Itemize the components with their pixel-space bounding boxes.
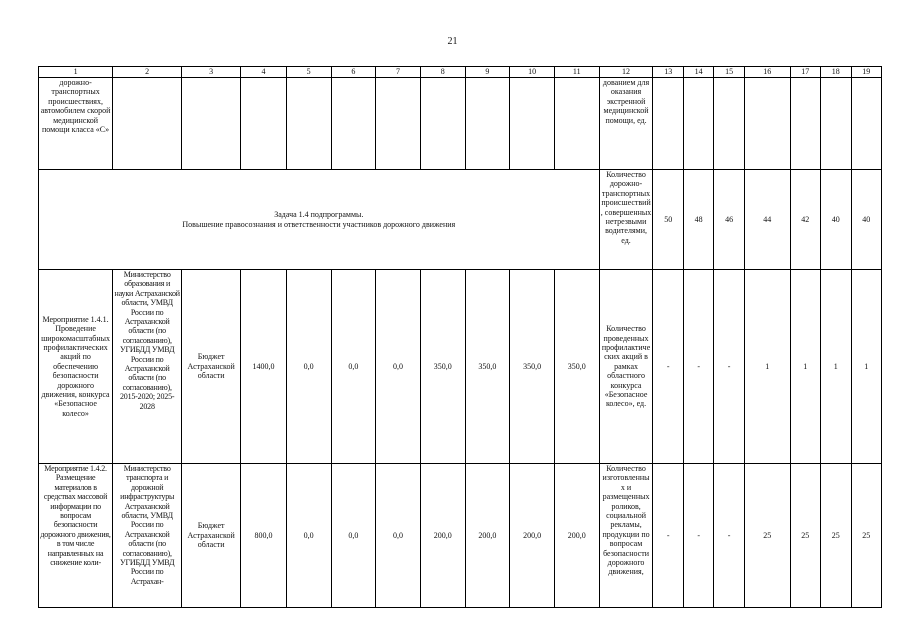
task-title: Задача 1.4 подпрограммы. [274,210,364,220]
empty-cell [113,78,182,170]
measure-cell: дорожно-транспортных происшествиях, автомобилем скорой медицинской помощи класса «С» [39,78,113,170]
value-cell: - [653,270,683,464]
indicator-cell: Количество дорожно-транспортных происшествий, совершенных нетрезвыми водителями, ед. [599,170,653,270]
column-number: 8 [420,67,465,78]
measure-cell: Мероприятие 1.4.2. Размещение материалов в средствах массовой информации по вопросам безопасности дорожного движения, в том числе направленных на снижение коли- [39,464,113,608]
column-number: 1 [39,67,113,78]
column-number: 9 [465,67,510,78]
value-cell: 25 [744,464,790,608]
empty-cell [851,78,882,170]
amount-cell: 200,0 [510,464,555,608]
column-number: 11 [554,67,599,78]
value-cell: 1 [790,270,820,464]
task-row [39,170,882,270]
task-heading-cell [39,170,600,270]
amount-cell: 1400,0 [241,270,287,464]
empty-cell [331,78,376,170]
empty-cell [821,78,851,170]
empty-cell [286,78,331,170]
value-cell: 40 [851,170,882,270]
empty-cell [420,78,465,170]
value-cell: 42 [790,170,820,270]
value-cell: 48 [683,170,713,270]
value-cell: - [714,464,744,608]
executor-cell: Министерство транспорта и дорожной инфраструктуры Астраханской области, УМВД России по Астраханской области (по согласованию), УГИБДД УМВД России по Астрахан- [113,464,182,608]
column-number: 19 [851,67,882,78]
page-number: 21 [447,36,458,47]
continuation-row [39,78,882,170]
task-subtitle: Повышение правосознания и ответственности участников дорожного движения [182,219,456,229]
value-cell: - [714,270,744,464]
indicator-cell: дованием для оказания экстренной медицинской помощи, ед. [599,78,653,170]
amount-cell: 200,0 [420,464,465,608]
indicator-cell: Количество проведенных профилактических акций в рамках областного конкурса «Безопасное колесо», ед. [599,270,653,464]
amount-cell: 350,0 [554,270,599,464]
empty-cell [376,78,421,170]
value-cell: 1 [851,270,882,464]
column-number: 16 [744,67,790,78]
value-cell: 44 [744,170,790,270]
amount-cell: 0,0 [286,270,331,464]
value-cell: - [683,464,713,608]
amount-cell: 350,0 [420,270,465,464]
column-number: 13 [653,67,683,78]
column-number: 5 [286,67,331,78]
measure-cell: Мероприятие 1.4.1. Проведение широкомасштабных профилактических акций по обеспечению безопасности дорожного движения, конкурса «Безопасное колесо» [39,270,113,464]
amount-cell: 0,0 [376,270,421,464]
empty-cell [465,78,510,170]
column-number: 2 [113,67,182,78]
column-number: 4 [241,67,287,78]
value-cell: 1 [821,270,851,464]
column-number: 10 [510,67,555,78]
amount-cell: 350,0 [510,270,555,464]
empty-cell [714,78,744,170]
empty-cell [790,78,820,170]
empty-cell [241,78,287,170]
amount-cell: 0,0 [331,270,376,464]
column-number: 17 [790,67,820,78]
program-table [38,66,882,608]
empty-cell [683,78,713,170]
empty-cell [510,78,555,170]
amount-cell: 200,0 [465,464,510,608]
value-cell: 25 [790,464,820,608]
empty-cell [653,78,683,170]
measure-row [39,464,882,608]
column-number: 7 [376,67,421,78]
column-number: 14 [683,67,713,78]
measure-row [39,270,882,464]
empty-cell [744,78,790,170]
column-number-row [39,67,882,78]
column-number: 12 [599,67,653,78]
value-cell: 46 [714,170,744,270]
amount-cell: 0,0 [331,464,376,608]
column-number: 15 [714,67,744,78]
value-cell: 25 [821,464,851,608]
amount-cell: 350,0 [465,270,510,464]
amount-cell: 200,0 [554,464,599,608]
executor-cell: Министерство образования и науки Астраханской области, УМВД России по Астраханской области (по согласованию), УГИБДД УМВД России по Астраханской области (по согласованию), 2015-2020; 2025-2028 [113,270,182,464]
empty-cell [554,78,599,170]
value-cell: - [683,270,713,464]
value-cell: 1 [744,270,790,464]
column-number: 3 [182,67,241,78]
value-cell: 40 [821,170,851,270]
amount-cell: 800,0 [241,464,287,608]
value-cell: - [653,464,683,608]
funding-source-cell: Бюджет Астраханской области [182,270,241,464]
column-number: 18 [821,67,851,78]
funding-source-cell: Бюджет Астраханской области [182,464,241,608]
column-number: 6 [331,67,376,78]
empty-cell [182,78,241,170]
value-cell: 25 [851,464,882,608]
indicator-cell: Количество изготовленных и размещенных роликов, социальной рекламы, продукции по вопросам безопасности дорожного движения, [599,464,653,608]
value-cell: 50 [653,170,683,270]
amount-cell: 0,0 [376,464,421,608]
amount-cell: 0,0 [286,464,331,608]
